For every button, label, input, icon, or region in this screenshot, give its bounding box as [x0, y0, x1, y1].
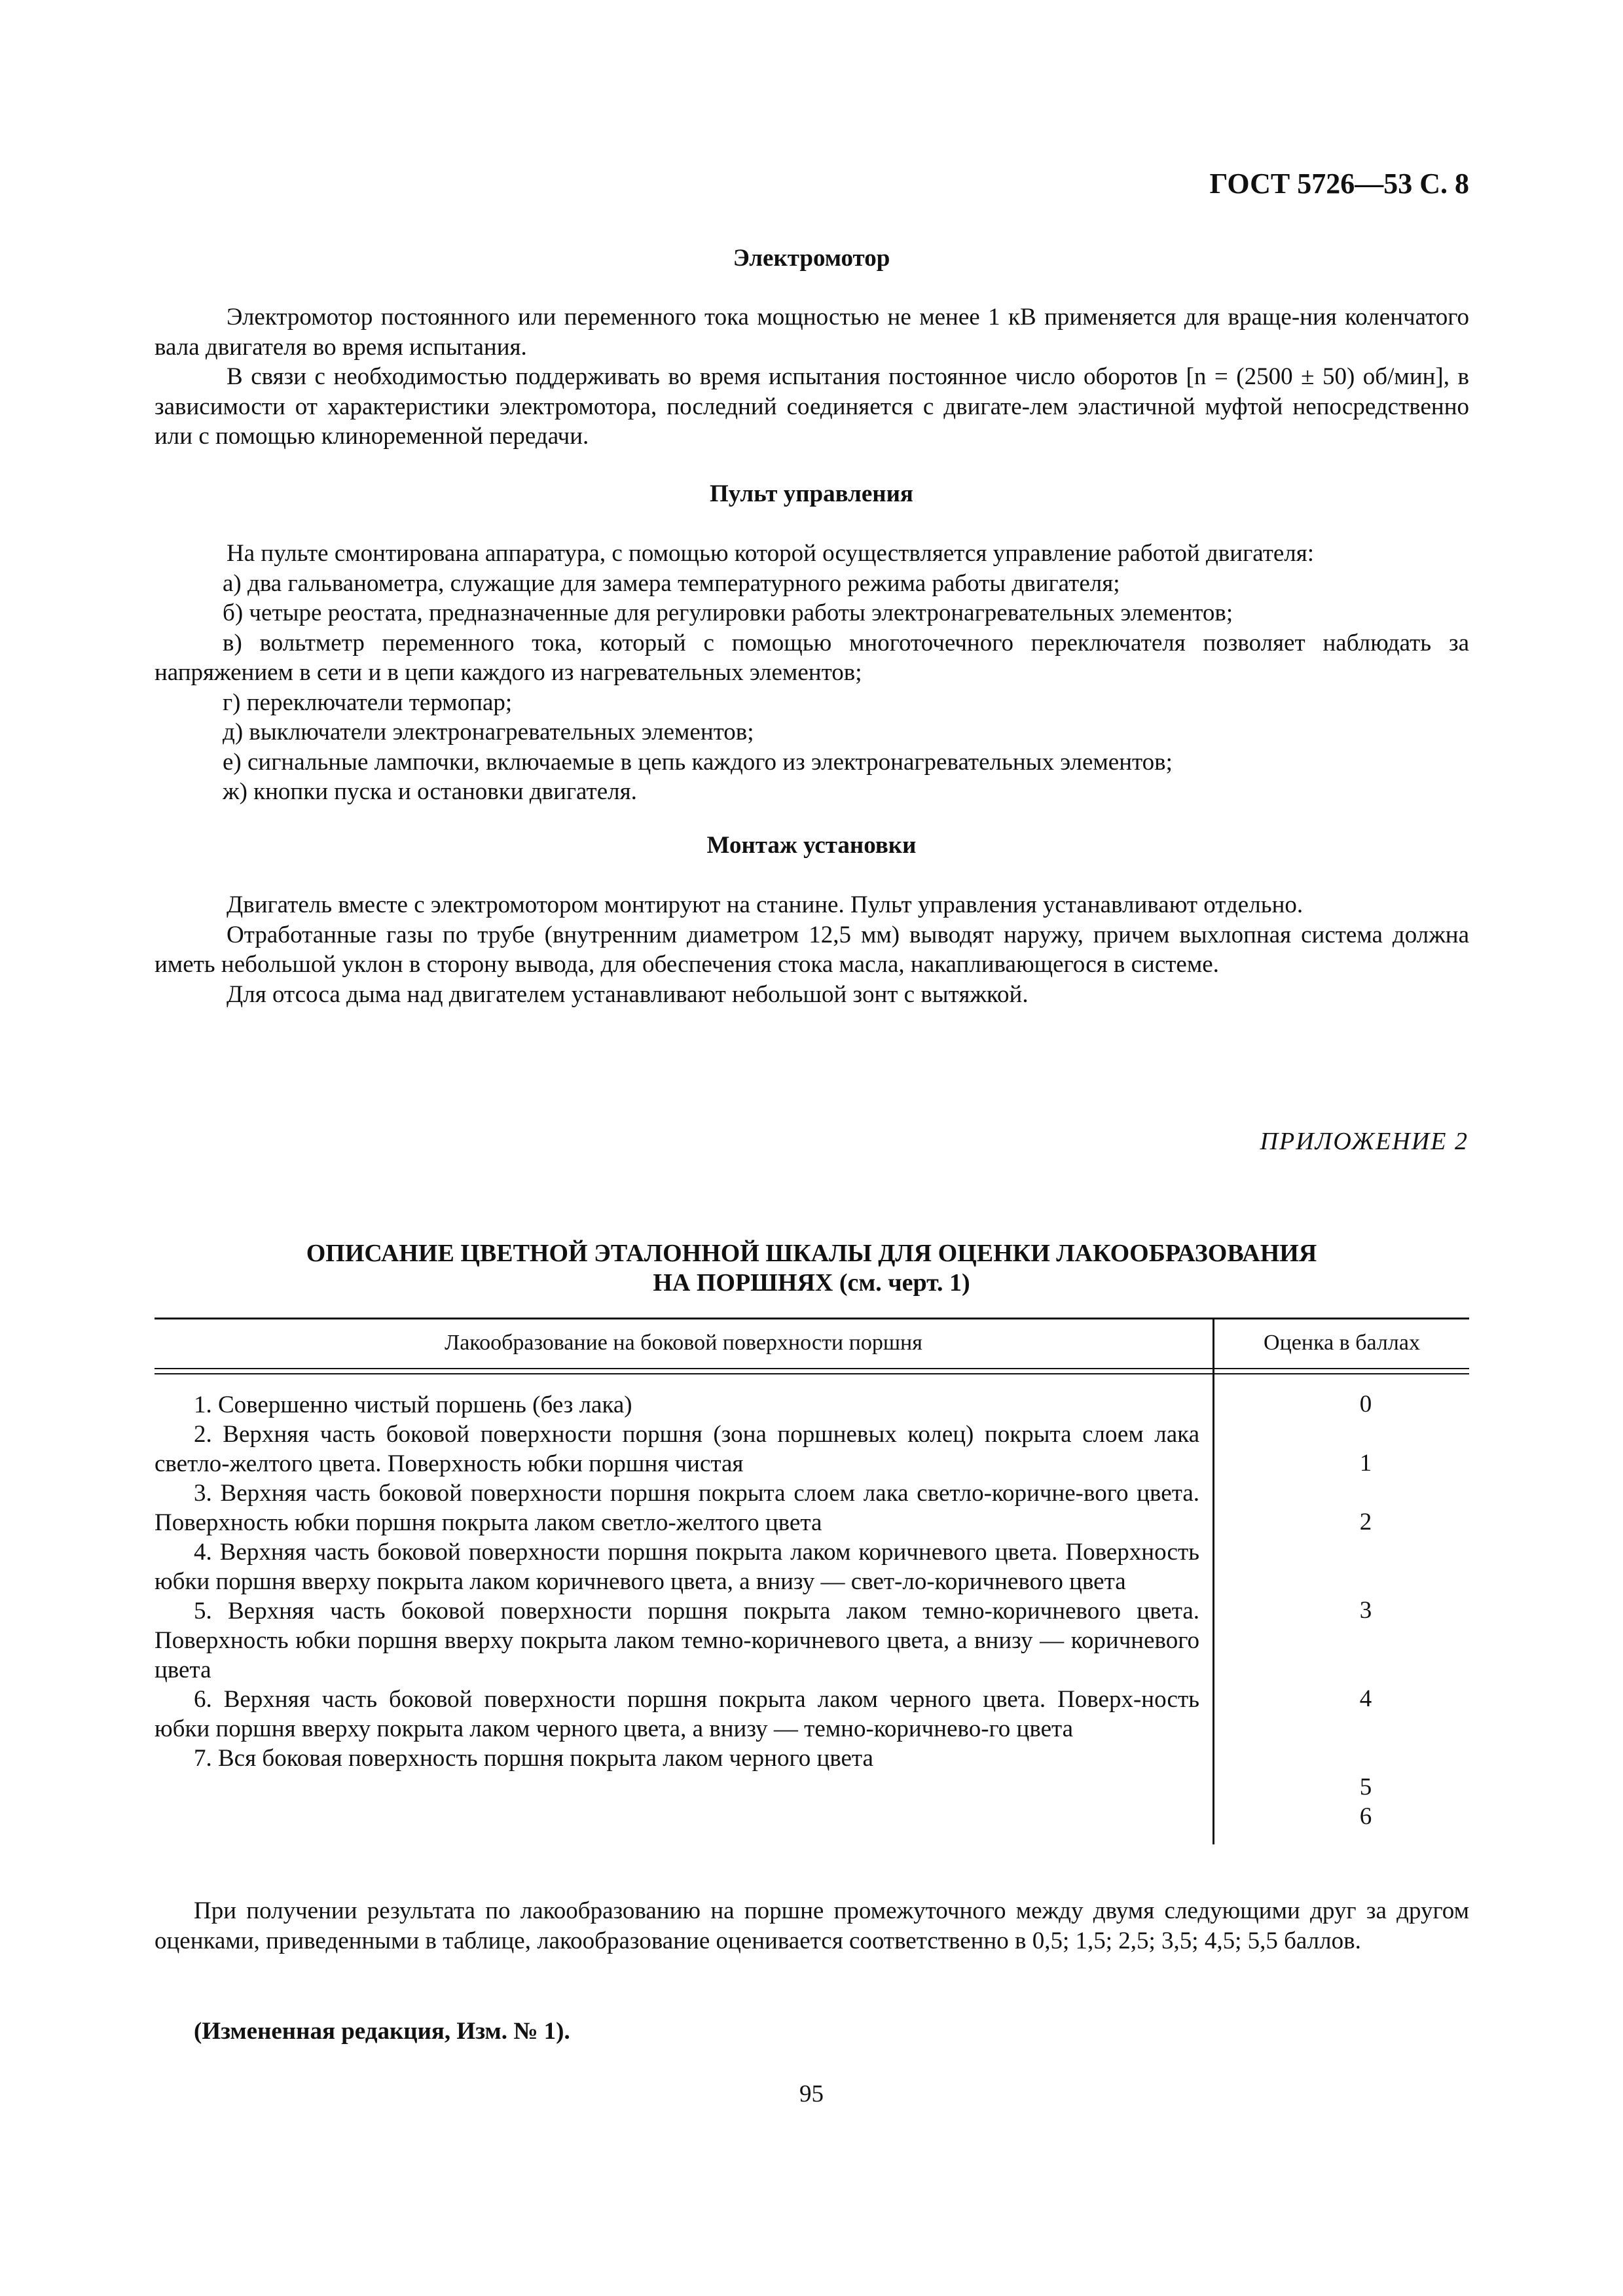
table-score: 1	[1359, 1450, 1372, 1477]
paragraph: Электромотор постоянного или переменного тока мощностью не менее 1 кВ применяется для враще-ния коленчатого вала двигателя во время испытания.	[155, 304, 1469, 361]
section-body-motor	[155, 302, 1469, 452]
table-row: 2. Верхняя часть боковой поверхности поршня (зона поршневых колец) покрыта слоем лака светло-желтого цвета. Поверхность юбки поршня чистая	[155, 1421, 1199, 1477]
table-row: 3. Верхняя часть боковой поверхности поршня покрыта слоем лака светло-коричне-вого цвета. Поверхность юбки поршня покрыта лаком светло-желтого цвета	[155, 1480, 1199, 1536]
section-heading-control-panel: Пульт управления	[710, 480, 913, 507]
table-header-rule	[155, 1368, 1469, 1369]
paragraph: Для отсоса дыма над двигателем устанавливают небольшой зонт с вытяжкой.	[227, 980, 1029, 1008]
table-score: 3	[1359, 1597, 1372, 1624]
table-note	[155, 1896, 1469, 1956]
document-header: ГОСТ 5726—53 С. 8	[1209, 168, 1469, 200]
list-item: е) сигнальные лампочки, включаемые в цепь каждого из электронагревательных элементов;	[223, 748, 1173, 776]
table-score: 0	[1359, 1391, 1372, 1418]
list-item: в) вольтметр переменного тока, который с помощью многоточечного переключателя позволяет наблюдать за напряжением в сети и в цепи каждого из нагревательных элементов;	[155, 629, 1469, 686]
table-top-rule	[155, 1318, 1469, 1319]
table-title-line2: НА ПОРШНЯХ (см. черт. 1)	[653, 1269, 970, 1297]
table-header-description: Лакообразование на боковой поверхности поршня	[445, 1331, 922, 1355]
table-score: 6	[1359, 1803, 1372, 1830]
table-title-line1: ОПИСАНИЕ ЦВЕТНОЙ ЭТАЛОННОЙ ШКАЛЫ ДЛЯ ОЦЕНКИ ЛАКООБРАЗОВАНИЯ	[306, 1240, 1317, 1267]
table-column-divider	[1213, 1318, 1214, 1844]
table-description-column	[155, 1390, 1199, 1773]
paragraph: При получении результата по лакообразованию на поршне промежуточного между двумя следующими друг за другом оценками, приведенными в таблице, лакообразование оценивается соответственно в 0,5; 1,5; 2,5; 3,5; 4,5; 5,5 баллов.	[155, 1897, 1469, 1954]
section-heading-installation: Монтаж установки	[706, 832, 917, 859]
list-item: б) четыре реостата, предназначенные для регулировки работы электронагревательных элементов;	[223, 600, 1233, 626]
table-row: 7. Вся боковая поверхность поршня покрыта лаком черного цвета	[194, 1745, 873, 1772]
section-heading-motor: Электромотор	[733, 245, 890, 272]
table-row: 6. Верхняя часть боковой поверхности поршня покрыта лаком черного цвета. Поверх-ность юбки поршня вверху покрыта лаком черного цвета, а внизу — темно-коричнево-го цвета	[155, 1686, 1199, 1742]
list-item: д) выключатели электронагревательных элементов;	[223, 719, 754, 745]
list-item: г) переключатели термопар;	[223, 689, 513, 716]
table-row: 4. Верхняя часть боковой поверхности поршня покрыта лаком коричневого цвета. Поверхность юбки поршня вверху покрыта лаком коричневого цвета, а внизу — свет-ло-коричневого цвета	[155, 1539, 1199, 1595]
table-header-score: Оценка в баллах	[1264, 1331, 1420, 1355]
paragraph: Двигатель вместе с электромотором монтируют на станине. Пульт управления устанавливают отдельно.	[227, 891, 1304, 918]
list-item: а) два гальванометра, служащие для замера температурного режима работы двигателя;	[223, 569, 1120, 597]
appendix-label: ПРИЛОЖЕНИЕ 2	[1260, 1128, 1468, 1155]
section-body-control-panel	[155, 539, 1469, 807]
paragraph: В связи с необходимостью поддерживать во время испытания постоянное число оборотов [n = (2500 ± 50) об/мин], в зависимости от характеристики электромотора, последний соединяется с двигате-лем эластичной муфтой непосредственно или с помощью клиноременной передачи.	[155, 363, 1469, 450]
table-score: 2	[1359, 1509, 1372, 1535]
table-score: 5	[1359, 1774, 1372, 1801]
table-header-rule	[155, 1373, 1469, 1374]
list-item: ж) кнопки пуска и остановки двигателя.	[223, 778, 637, 805]
table-score: 4	[1359, 1685, 1372, 1712]
amendment-note: (Измененная редакция, Изм. № 1).	[194, 2018, 570, 2045]
paragraph: На пульте смонтирована аппаратура, с помощью которой осуществляется управление работой двигателя:	[227, 540, 1315, 567]
table-row: 5. Верхняя часть боковой поверхности поршня покрыта лаком темно-коричневого цвета. Поверхность юбки поршня вверху покрыта лаком темно-коричневого цвета, а внизу — коричневого цвета	[155, 1598, 1199, 1683]
section-body-installation	[155, 890, 1469, 1009]
page-number: 95	[799, 2081, 824, 2108]
paragraph: Отработанные газы по трубе (внутренним диаметром 12,5 мм) выводят наружу, причем выхлопная система должна иметь небольшой уклон в сторону вывода, для обеспечения стока масла, накапливающегося в системе.	[155, 921, 1469, 978]
table-row: 1. Совершенно чистый поршень (без лака)	[194, 1391, 632, 1418]
